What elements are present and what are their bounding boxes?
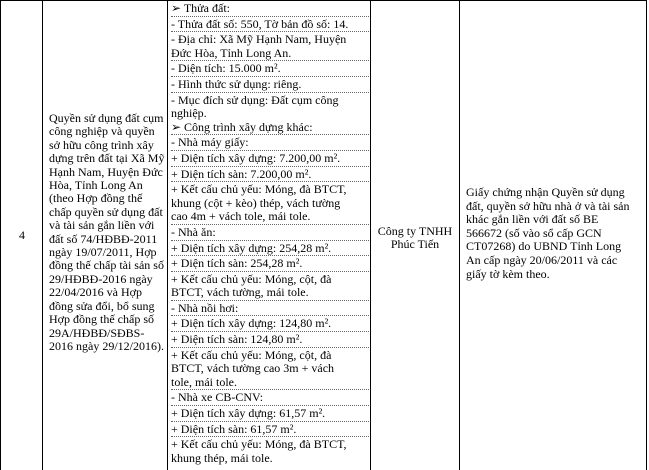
land-line: - Hình thức sử dụng: riêng. [171, 76, 302, 91]
works-line: - Nhà máy giấy: [171, 135, 249, 150]
land-line: - Thửa đất số: 550, Tờ bản đồ số: 14. [171, 16, 349, 31]
description-line: 22/04/2016 và Hợp [49, 285, 143, 300]
description-line: sở hữu công trình xây [49, 137, 154, 152]
certificate-line: giấy tờ kèm theo. [466, 266, 550, 281]
description-line: Hòa, Tỉnh Long An [49, 178, 143, 193]
description-line: Hợp đồng thế chấp số [49, 312, 154, 327]
land-line: - Địa chỉ: Xã Mỹ Hạnh Nam, Huyện [171, 32, 347, 47]
land-line: nghiệp. [171, 106, 207, 121]
description-line: đồng sửa đổi, bổ sung [49, 298, 155, 313]
works-line: + Diện tích sàn: 7.200,00 m². [171, 166, 312, 181]
works-line: BTCT, vách tường cao 3m + vách [171, 361, 335, 376]
works-line: + Diện tích sàn: 124,80 m². [171, 332, 303, 347]
works-line: + Diện tích xây dựng: 61,57 m². [171, 406, 326, 421]
description-line: 29/HĐBĐ-2016 ngày [49, 271, 153, 286]
description-line: Quyền sử dụng đất cụm [49, 111, 164, 125]
works-line: cao 4m + vách tole, mái tole. [171, 209, 311, 224]
land-line: Đức Hòa, Tỉnh Long An. [171, 45, 292, 60]
works-heading: ➢ Công trình xây dựng khác: [171, 119, 313, 134]
works-line: khung (cột + kèo) thép, vách tường [171, 195, 341, 210]
description-line: dựng trên đất tại Xã Mỹ [49, 151, 165, 166]
works-line: + Diện tích sàn: 61,57 m². [171, 421, 297, 436]
description-line: chấp quyền sử dụng đất [49, 204, 163, 219]
description-line: đồng thế chấp tài sản số [49, 258, 164, 273]
row-number-cell [7, 0, 37, 470]
column-divider [167, 0, 168, 470]
description-line: 29A/HĐBĐ/SĐBS- [49, 325, 145, 340]
owner-line: Phúc Tiến [390, 237, 440, 251]
works-line: + Kết cấu chủ yếu: Móng, đà BTCT, [171, 182, 347, 197]
works-line: + Diện tích xây dựng: 7.200,00 m². [171, 150, 341, 165]
works-line: + Kết cấu chủ yếu: Móng, cột, đà [171, 347, 332, 362]
table-top-border [1, 0, 646, 1]
asset-detail-cell [171, 2, 369, 465]
land-line: - Mục đích sử dụng: Đất cụm công [171, 92, 339, 107]
column-divider [459, 0, 460, 470]
description-line: Hạnh Nam, Huyện Đức [49, 164, 163, 179]
owner-line: Công ty TNHH [377, 224, 453, 238]
certificate-line: Giấy chứng nhận Quyền sử dụng [466, 185, 625, 199]
works-line: BTCT, vách tường, mái tole. [171, 285, 309, 300]
works-line: + Diện tích xây dựng: 254,28 m². [171, 240, 332, 255]
description-line: đất số 74/HĐBĐ-2011 [49, 231, 158, 246]
works-line: tole, mái tole. [171, 374, 237, 389]
works-line: + Kết cấu chủ yếu: Móng, cột, đà [171, 271, 332, 286]
description-line: công nghiệp và quyền [49, 124, 155, 139]
description-line: 2016 ngày 29/12/2016). [49, 338, 164, 353]
land-line: - Diện tích: 15.000 m². [171, 61, 281, 76]
works-line: - Nhà xe CB-CNV: [171, 390, 264, 405]
certificate-cell [466, 186, 644, 281]
works-line: - Nhà nồi hơi: [171, 300, 239, 315]
works-line: + Kết cấu chủ yếu: Móng, đà BTCT, [171, 437, 347, 452]
description-line: ngày 19/07/2011, Hợp [49, 245, 157, 260]
owner-cell [373, 225, 457, 251]
column-divider [42, 0, 43, 470]
land-heading: ➢ Thửa đất: [171, 1, 230, 15]
asset-description-cell [49, 112, 163, 353]
certificate-line: An cấp ngày 20/06/2011 và các [466, 252, 618, 267]
works-line: khung thép, mái tole. [171, 450, 273, 465]
certificate-line: khác gắn liền với đất số BE [466, 212, 599, 227]
certificate-line: đất, quyền sở hữu nhà ở và tài sản [466, 198, 630, 213]
certificate-line: 566672 (số vào sổ cấp GCN [466, 225, 602, 240]
description-line: và tài sản gắn liền với [49, 218, 155, 233]
works-line: - Nhà ăn: [171, 224, 216, 239]
works-line: + Diện tích sàn: 254,28 m². [171, 256, 303, 271]
description-line: (theo Hợp đồng thế [49, 191, 143, 206]
works-line: + Diện tích xây dựng: 124,80 m². [171, 316, 332, 331]
certificate-line: CT07268) do UBND Tỉnh Long [466, 239, 622, 254]
column-divider [370, 0, 371, 470]
row-number: 4 [19, 227, 25, 242]
